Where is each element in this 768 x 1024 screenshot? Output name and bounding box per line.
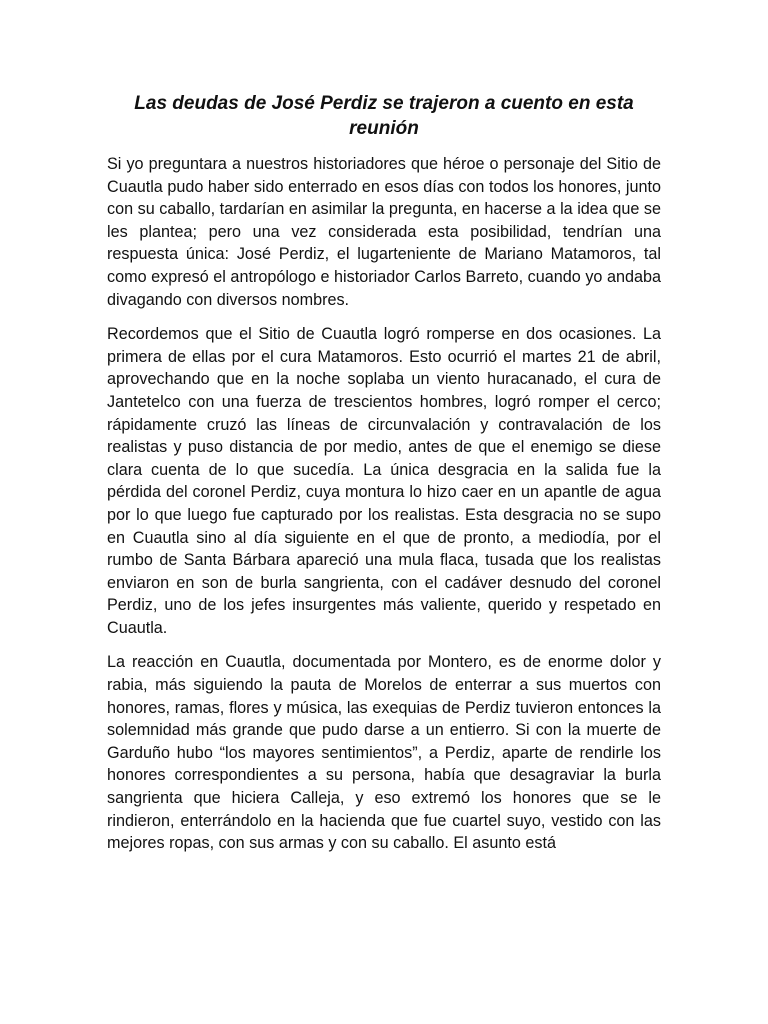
document-title: Las deudas de José Perdiz se trajeron a cuento en esta reunión [134,93,634,139]
document-page [107,91,661,867]
paragraph-3: La reacción en Cuautla, documentada por Montero, es de enorme dolor y rabia, más siguiendo la pauta de Morelos de enterrar a sus muertos con honores, ramas, flores y música, las exequias de Perdiz tuvieron entonces la solemnidad más grande que pudo darse a un entierro. Si con la muerte de Garduño hubo “los mayores sentimientos”, a Perdiz, aparte de rendirle los honores correspondientes a su persona, había que desagraviar la burla sangrienta que hiciera Calleja, y eso extremó los honores que se le rindieron, enterrándolo en la hacienda que fue cuartel suyo, vestido con las mejores ropas, con sus armas y con su caballo. El asunto está [107,653,661,853]
paragraph-2: Recordemos que el Sitio de Cuautla logró romperse en dos ocasiones. La primera de ellas por el cura Matamoros. Esto ocurrió el martes 21 de abril, aprovechando que en la noche soplaba un viento huracanado, el cura de Jantetelco con una fuerza de trescientos hombres, logró romper el cerco; rápidamente cruzó las líneas de circunvalación y contravalación de los realistas y puso distancia de por medio, antes de que el enemigo se diese clara cuenta de lo que sucedía. La única desgracia en la salida fue la pérdida del coronel Perdiz, cuya montura lo hizo caer en un apantle de agua por lo que luego fue capturado por los realistas. Esta desgracia no se supo en Cuautla sino al día siguiente en el que de pronto, a mediodía, por el rumbo de Santa Bárbara apareció una mula flaca, tusada que los realistas enviaron en son de burla sangrienta, con el cadáver desnudo del coronel Perdiz, uno de los jefes insurgentes más valiente, querido y respetado en Cuautla. [107,325,661,637]
paragraph-1: Si yo preguntara a nuestros historiadores que héroe o personaje del Sitio de Cuautla pudo haber sido enterrado en esos días con todos los honores, junto con su caballo, tardarían en asimilar la pregunta, en hacerse a la idea que se les plantea; pero una vez considerada esta posibilidad, tendrían una respuesta única: José Perdiz, el lugarteniente de Mariano Matamoros, tal como expresó el antropólogo e historiador Carlos Barreto, cuando yo andaba divagando con diversos nombres. [107,155,661,309]
